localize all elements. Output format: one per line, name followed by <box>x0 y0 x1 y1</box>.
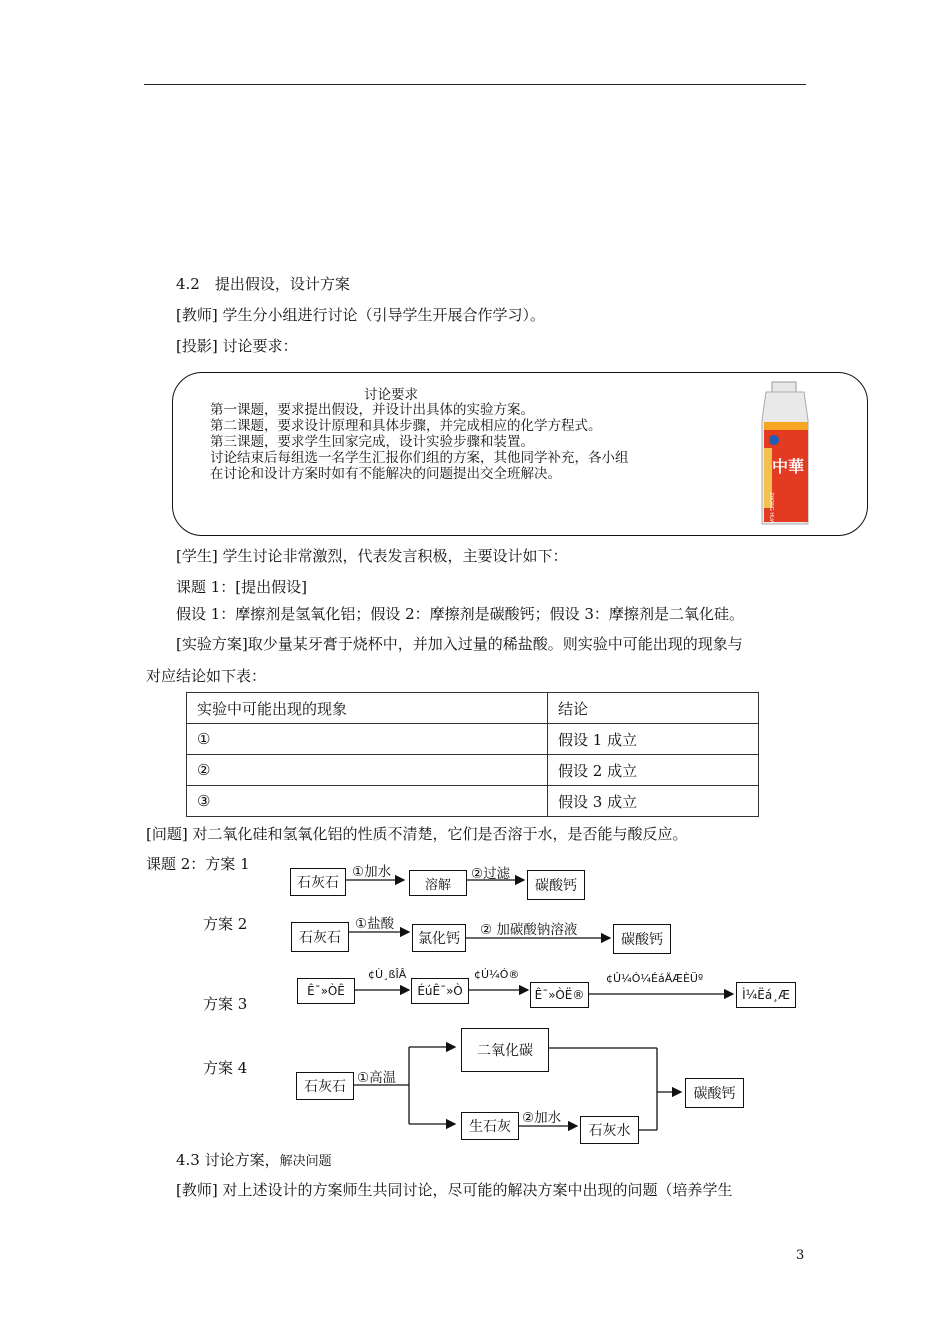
table-header: 实验中可能出现的现象 <box>187 693 548 724</box>
hypothesis-line: 假设 1：摩擦剂是氢氧化铝；假设 2：摩擦剂是碳酸钙；假设 3：摩擦剂是二氧化硅。 <box>176 605 744 623</box>
teacher-final-line: [教师] 对上述设计的方案师生共同讨论，尽可能的解决方案中出现的问题（培养学生 <box>176 1181 733 1199</box>
student-line: [学生] 学生讨论非常激烈，代表发言积极，主要设计如下： <box>176 547 568 565</box>
experiment-line-cont: 对应结论如下表： <box>146 667 267 685</box>
page-number: 3 <box>796 1248 805 1263</box>
scheme4-product-box: 碳酸钙 <box>685 1078 744 1108</box>
scheme1-product-box: 碳酸钙 <box>527 870 585 900</box>
scheme1-step1-label: ①加水 <box>352 864 392 880</box>
scheme3-step3-label: ¢Û¼Ó¼ÉáÄÆÈÜº <box>606 972 704 985</box>
experiment-line: [实验方案]取少量某牙膏于烧杯中，并加入过量的稀盐酸。则实验中可能出现的现象与 <box>176 635 743 653</box>
scheme2-step2-label: ② 加碳酸钠溶液 <box>480 922 578 938</box>
projection-line: [投影] 讨论要求： <box>176 337 298 355</box>
bubble-line: 讨论结束后每组选一名学生汇报你们组的方案，其他同学补充，各小组 <box>210 450 629 466</box>
section-heading: 4.2 提出假设，设计方案 <box>176 275 350 293</box>
scheme2-limestone-box: 石灰石 <box>291 922 349 952</box>
scheme4-label: 方案 4 <box>203 1059 248 1077</box>
bubble-line: 第一课题，要求提出假设，并设计出具体的实验方案。 <box>210 402 534 418</box>
tube-brand-text: ZHONG HUA <box>768 492 774 524</box>
scheme3-label: 方案 3 <box>203 995 248 1013</box>
bubble-line: 第二课题，要求设计原理和具体步骤，并完成相应的化学方程式。 <box>210 418 602 434</box>
scheme1-limestone-box: 石灰石 <box>290 868 346 896</box>
section-43-heading <box>176 1150 332 1172</box>
table-cell: ② <box>187 755 548 786</box>
scheme2-product-box: 碳酸钙 <box>613 924 671 954</box>
scheme4-limewater-box: 石灰水 <box>580 1116 639 1144</box>
bubble-title: 讨论要求 <box>364 387 418 403</box>
scheme2-step1-label: ①盐酸 <box>355 916 395 932</box>
scheme3-box2: ÉúÊ¯»Ò <box>411 978 469 1004</box>
scheme3-box1: Ê¯»ÒÊ <box>297 978 355 1004</box>
section-43-main: 4.3 讨论方案， <box>176 1151 280 1169</box>
bubble-line: 在讨论和设计方案时如有不能解决的问题提出交全班解决。 <box>210 466 561 482</box>
scheme2-cacl2-box: 氯化钙 <box>412 924 466 952</box>
scheme4-quicklime-box: 生石灰 <box>461 1112 519 1140</box>
table-cell: 假设 2 成立 <box>548 755 759 786</box>
scheme3-step1-label: ¢Ù¸ßÎÂ <box>368 968 407 981</box>
scheme1-step2-label: ②过滤 <box>471 866 511 882</box>
tube-logo-text: 中華 <box>771 457 805 476</box>
scheme2-label: 方案 2 <box>203 915 248 933</box>
scheme3-box3: Ê¯»ÒË® <box>530 982 589 1008</box>
section-43-small: 解决问题 <box>279 1154 332 1169</box>
teacher-line: [教师] 学生分小组进行讨论（引导学生开展合作学习）。 <box>176 306 545 324</box>
problem-line: [问题] 对二氧化硅和氢氧化铝的性质不清楚，它们是否溶于水，是否能与酸反应。 <box>146 825 688 843</box>
scheme3-box4: Ì¼Ëá¸Æ <box>736 982 796 1008</box>
scheme1-dissolve-box: 溶解 <box>409 870 467 896</box>
scheme4-step1-label: ①高温 <box>357 1070 397 1086</box>
table-cell: 假设 3 成立 <box>548 786 759 817</box>
topic2-label: 课题 2：方案 1 <box>146 855 250 873</box>
bubble-line: 第三课题，要求学生回家完成，设计实验步骤和装置。 <box>210 434 534 450</box>
table-cell: 假设 1 成立 <box>548 724 759 755</box>
scheme4-limestone-box: 石灰石 <box>296 1072 354 1100</box>
scheme4-co2-box: 二氧化碳 <box>461 1028 549 1072</box>
table-cell: ③ <box>187 786 548 817</box>
table-header: 结论 <box>548 693 759 724</box>
table-cell: ① <box>187 724 548 755</box>
scheme3-step2-label: ¢Ú¼Ó® <box>474 968 520 981</box>
topic1-line: 课题 1：[提出假设] <box>176 578 308 596</box>
scheme4-step2-label: ②加水 <box>522 1110 562 1126</box>
